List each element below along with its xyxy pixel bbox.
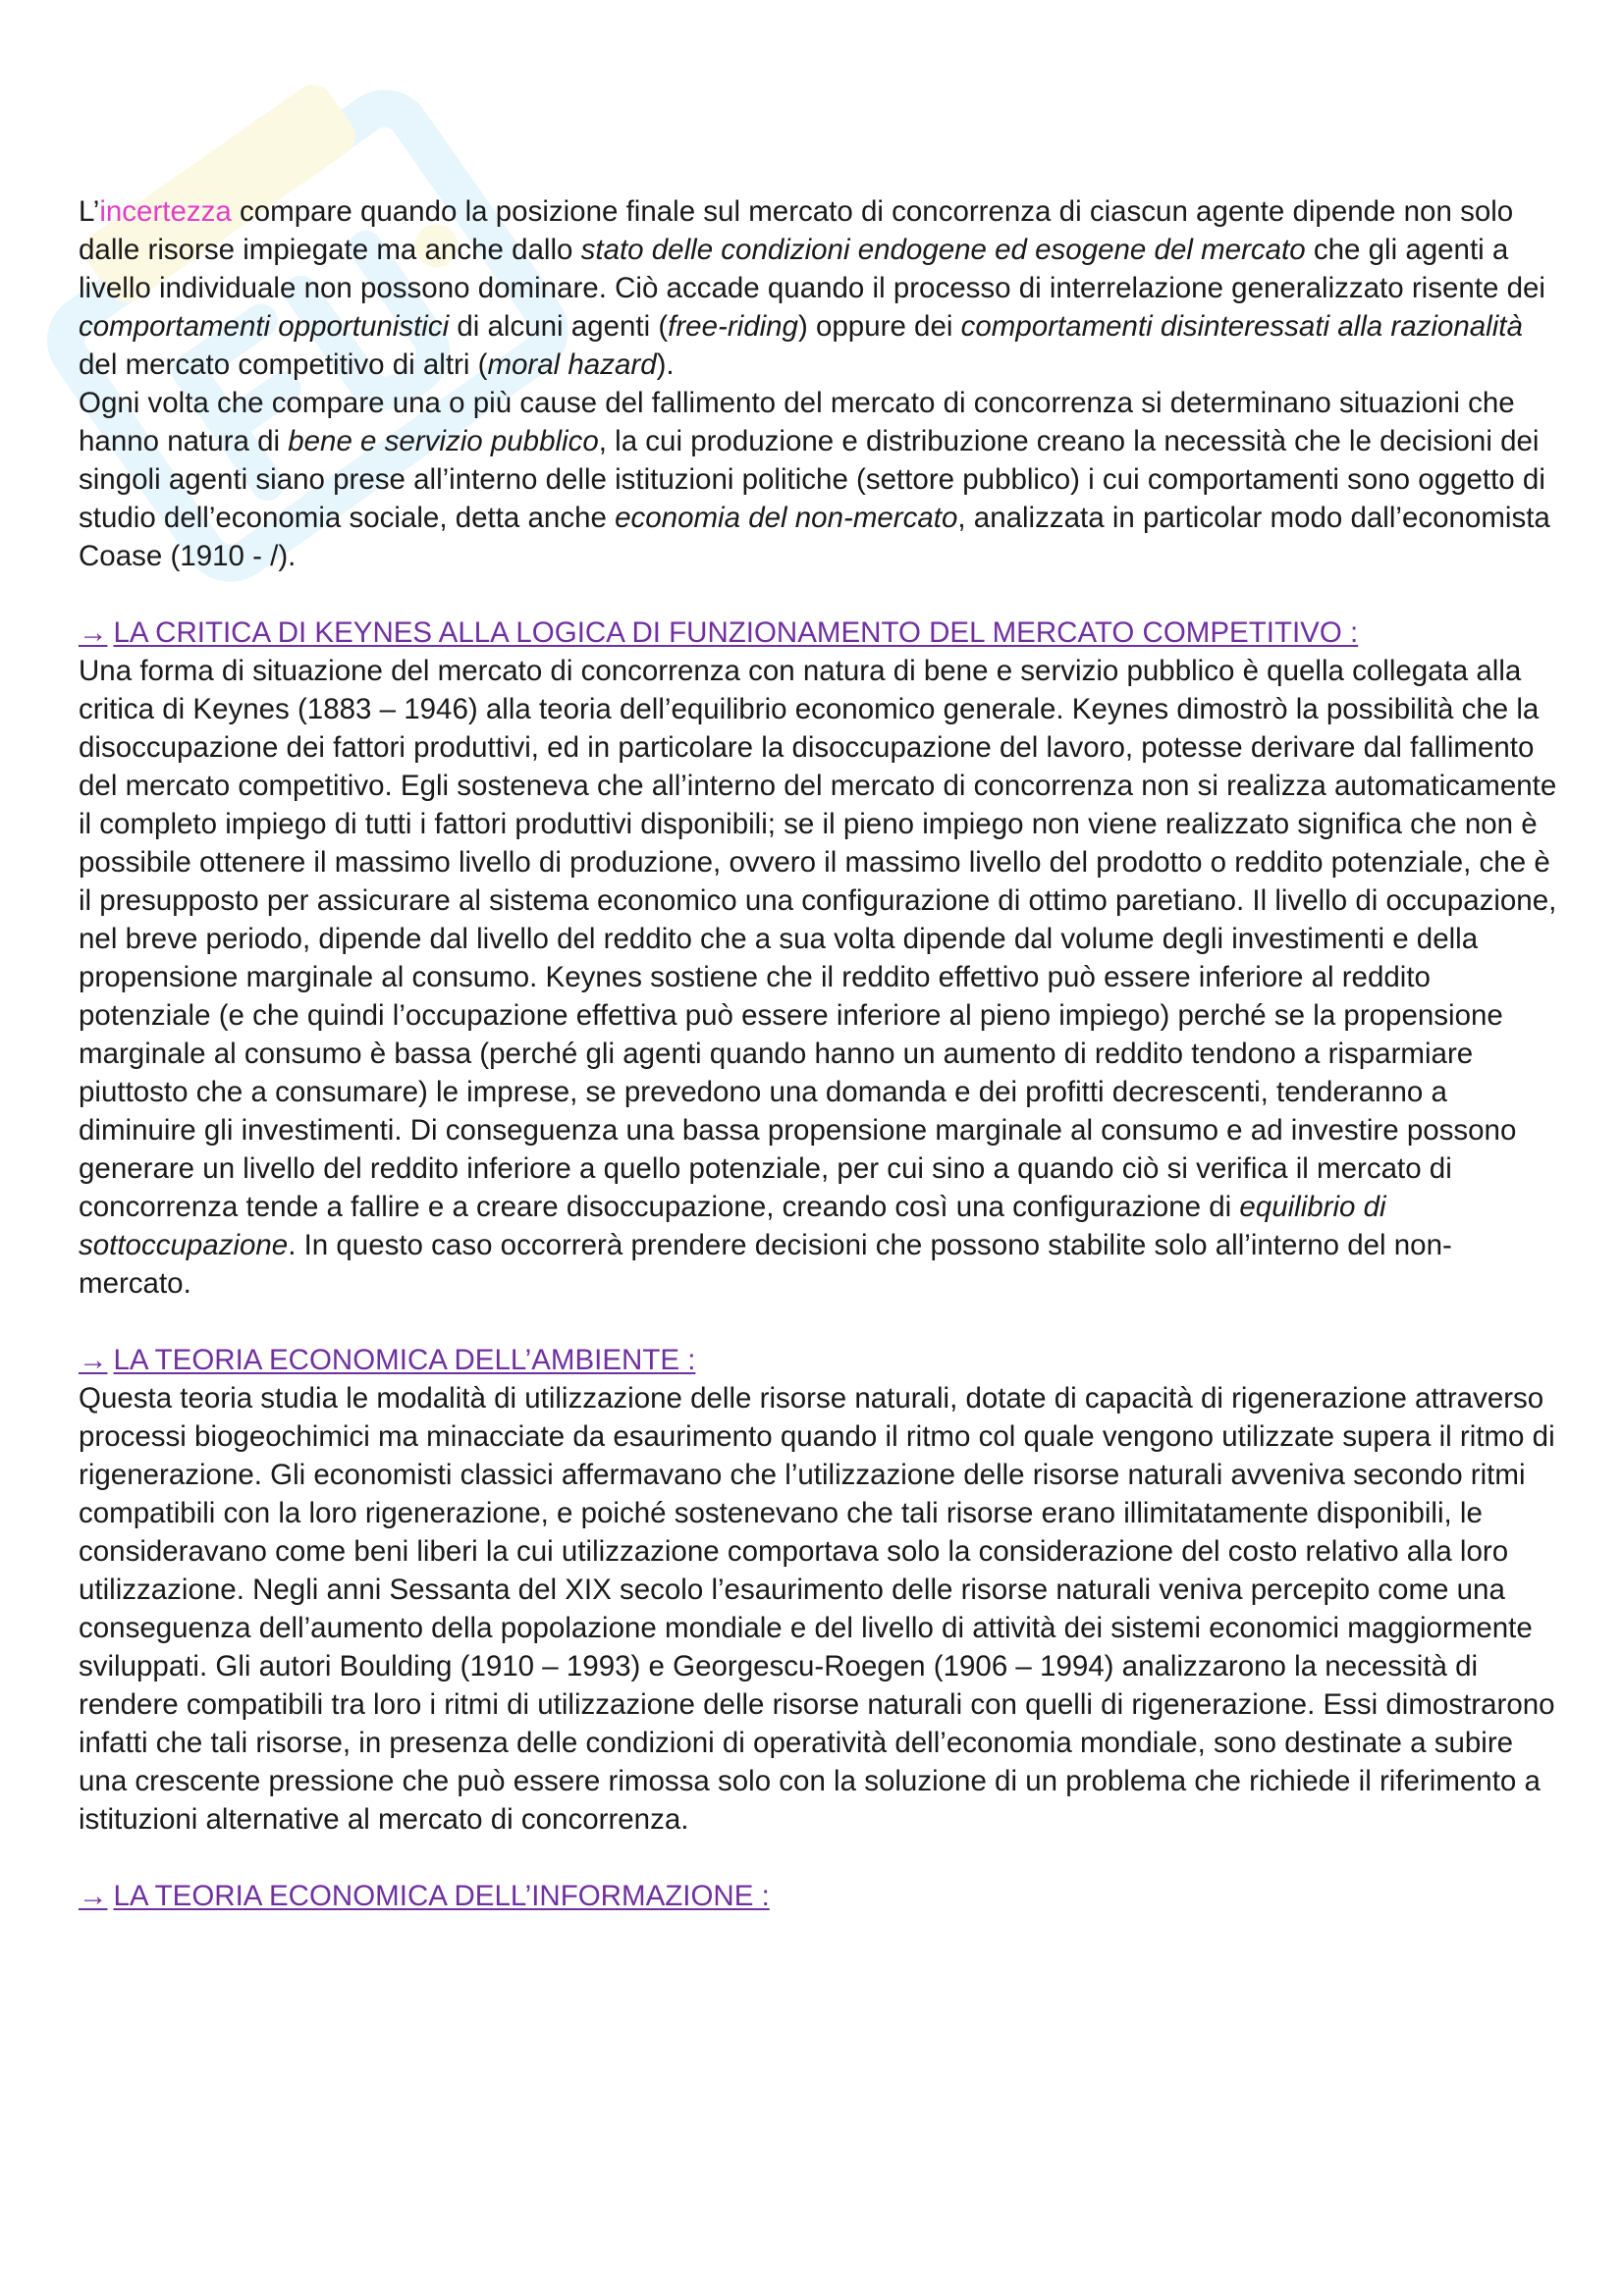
arrow-right-icon: → (79, 616, 108, 649)
text-run: . In questo caso occorrerà prendere decisioni che possono stabilite solo all’interno del non-mercato. (79, 1229, 1452, 1300)
section-heading-informazione (79, 1877, 1561, 1915)
italic-term: moral hazard (487, 348, 657, 381)
text-run: ). (656, 348, 675, 381)
text-run: ) oppure dei (797, 310, 961, 343)
ambiente-paragraph: Questa teoria studia le modalità di utilizzazione delle risorse naturali, dotate di capacità di rigenerazione attraverso processi biogeochimici ma minacciate da esaurimento quando il ritmo col quale vengono utilizzate supera il ritmo di rigenerazione. Gli economisti classici affermavano che l’utilizzazione delle risorse naturali avveniva secondo ritmi compatibili con la loro rigenerazione, e poiché sostenevano che tali risorse erano illimitatamente disponibili, le consideravano come beni liberi la cui utilizzazione comportava solo la considerazione del costo relativo alla loro utilizzazione. Negli anni Sessanta del XIX secolo l’esaurimento delle risorse naturali veniva percepito come una conseguenza dell’aumento della popolazione mondiale e del livello di attività dei sistemi economici maggiormente sviluppati. Gli autori Boulding (1910 – 1993) e Georgescu-Roegen (1906 – 1994) analizzarono la necessità di rendere compatibili tra loro i ritmi di utilizzazione delle risorse naturali con quelli di rigenerazione. Essi dimostrarono infatti che tali risorse, in presenza delle condizioni di operatività dell’economia mondiale, sono destinate a subire una crescente pressione che può essere rimossa solo con la soluzione di un problema che richiede il riferimento a istituzioni alternative al mercato di concorrenza. (79, 1382, 1555, 1836)
document-page (79, 192, 1561, 1915)
italic-term: economia del non-mercato (615, 502, 958, 534)
public-goods-paragraph (79, 384, 1561, 575)
keynes-paragraph (79, 652, 1561, 1303)
italic-term: comportamenti disinteressati alla razionalità (960, 310, 1523, 343)
highlighted-term: incertezza (99, 195, 232, 228)
italic-term: stato delle condizioni endogene ed esogene del mercato (580, 234, 1306, 266)
text-run: Una forma di situazione del mercato di concorrenza con natura di bene e servizio pubblico è quella collegata alla critica di Keynes (1883 – 1946) alla teoria dell’equilibrio economico generale. Keynes dimostrò la possibilità che la disoccupazione dei fattori produttivi, ed in particolare la disoccupazione del lavoro, potesse derivare dal fallimento del mercato competitivo. Egli sosteneva che all’interno del mercato di concorrenza non si realizza automaticamente il completo impiego di tutti i fattori produttivi disponibili; se il pieno impiego non viene realizzato significa che non è possibile ottenere il massimo livello di produzione, ovvero il massimo livello del prodotto o reddito potenziale, che è il presupposto per assicurare al sistema economico una configurazione di ottimo paretiano. Il livello di occupazione, nel breve periodo, dipende dal livello del reddito che a sua volta dipende dal volume degli investimenti e della propensione marginale al consumo. Keynes sostiene che il reddito effettivo può essere inferiore al reddito potenziale (e che quindi l’occupazione effettiva può essere inferiore al pieno impiego) perché se la propensione marginale al consumo è bassa (perché gli agenti quando hanno un aumento di reddito tendono a risparmiare piuttosto che a consumare) le imprese, se prevedono una domanda e dei profitti decrescenti, tenderanno a diminuire gli investimenti. Di conseguenza una bassa propensione marginale al consumo e ad investire possono generare un livello del reddito inferiore a quello potenziale, per cui sino a quando ciò si verifica il mercato di concorrenza tende a fallire e a creare disoccupazione, creando così una configurazione di (79, 655, 1557, 1223)
text-run: del mercato competitivo di altri ( (79, 348, 488, 381)
section-heading-ambiente (79, 1341, 1561, 1379)
text-run: , analizzata in particolar modo dall’economista Coase (1910 - /). (79, 502, 1550, 572)
italic-term: free-riding (668, 310, 798, 343)
section-title: LA CRITICA DI KEYNES ALLA LOGICA DI FUNZIONAMENTO DEL MERCATO COMPETITIVO : (113, 616, 1359, 649)
intro-paragraph (79, 192, 1561, 384)
arrow-right-icon: → (79, 1880, 108, 1912)
section-heading-keynes (79, 614, 1561, 652)
text-run: che gli agenti a livello individuale non possono dominare. Ciò accade quando il processo di interrelazione generalizzato risente dei (79, 234, 1545, 304)
italic-term: bene e servizio pubblico (288, 425, 599, 457)
italic-term: comportamenti opportunistici (79, 310, 450, 343)
text-run: Ogni volta che compare una o più cause del fallimento del mercato di concorrenza si determinano situazioni che hanno natura di (79, 387, 1515, 457)
section-title: LA TEORIA ECONOMICA DELL’INFORMAZIONE : (113, 1880, 770, 1912)
text-run: di alcuni agenti ( (449, 310, 669, 343)
italic-term: equilibrio di sottoccupazione (79, 1191, 1386, 1261)
text-run: compare quando la posizione finale sul mercato di concorrenza di ciascun agente dipende non solo dalle risorse impiegate ma anche dallo (79, 195, 1514, 266)
arrow-right-icon: → (79, 1344, 108, 1376)
text-run: L’ (79, 195, 100, 228)
text-run: , la cui produzione e distribuzione creano la necessità che le decisioni dei singoli agenti siano prese all’interno delle istituzioni politiche (settore pubblico) i cui comportamenti sono oggetto di studio dell’economia sociale, detta anche (79, 425, 1545, 534)
section-title: LA TEORIA ECONOMICA DELL’AMBIENTE : (113, 1344, 696, 1376)
